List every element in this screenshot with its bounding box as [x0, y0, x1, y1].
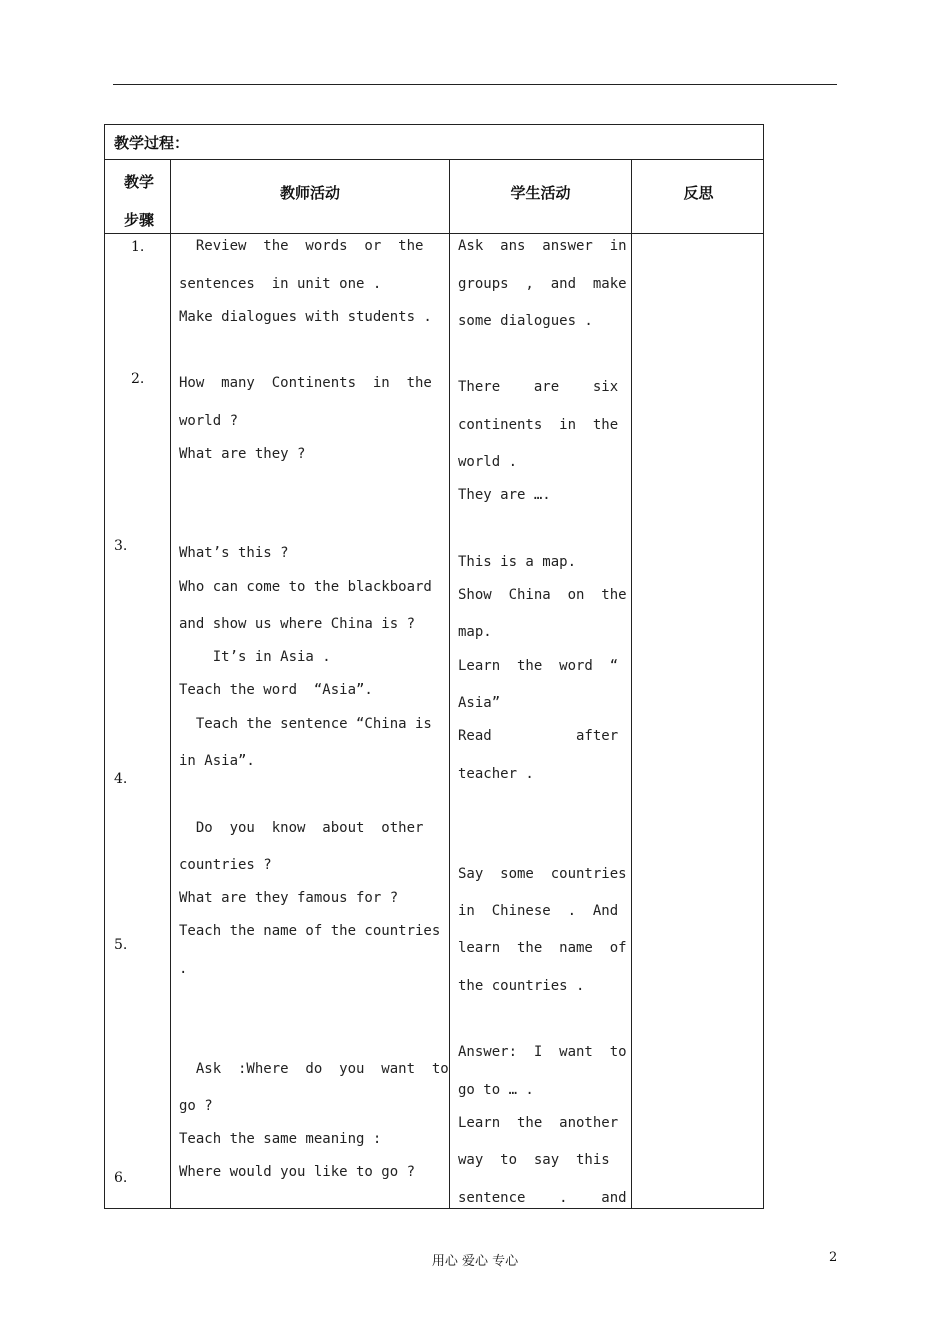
teacher-line: Where would you like to go ? [179, 1164, 416, 1180]
student-line: some dialogues . [458, 313, 593, 329]
header-step-line: 教学 [123, 173, 154, 191]
step-number: 6. [114, 1170, 128, 1186]
header-student-activity: 学生活动 [510, 184, 571, 202]
teacher-line: Teach the word “Asia”. [179, 682, 373, 698]
student-line: teacher . [458, 766, 534, 782]
student-line: There are six [458, 379, 619, 395]
teacher-line: Who can come to the blackboard [179, 579, 432, 595]
teacher-line: . [179, 961, 188, 977]
teacher-line: How many Continents in the [179, 375, 432, 391]
student-line: sentence . and [458, 1190, 627, 1206]
student-line: in Chinese . And [458, 903, 619, 919]
teacher-line: go ? [179, 1098, 213, 1114]
header-rule [113, 84, 837, 85]
teacher-line: Ask :Where do you want to [179, 1061, 449, 1077]
teacher-line: Teach the same meaning : [179, 1131, 382, 1147]
student-line: Show China on the [458, 587, 627, 603]
column-divider [170, 160, 171, 1208]
lesson-process-table [104, 124, 764, 1209]
student-line: groups , and make [458, 276, 627, 292]
student-line: way to say this [458, 1152, 610, 1168]
student-line: This is a map. [458, 554, 577, 570]
teacher-line: What are they famous for ? [179, 890, 399, 906]
teacher-line: What are they ? [179, 446, 306, 462]
step-number: 2. [131, 371, 145, 387]
header-reflection: 反思 [683, 184, 714, 202]
page-number: 2 [829, 1250, 838, 1265]
student-line: world . [458, 454, 518, 470]
teacher-line: Review the words or the [179, 238, 424, 254]
header-row-divider [105, 233, 763, 234]
student-line: the countries . [458, 978, 585, 994]
student-line: continents in the [458, 417, 619, 433]
teacher-line: Teach the sentence “China is [179, 716, 432, 732]
teacher-line: sentences in unit one . [179, 276, 382, 292]
student-line: Say some countries [458, 866, 627, 882]
page-footer: 用心 爱心 专心 [431, 1254, 519, 1269]
teacher-line: Do you know about other [179, 820, 424, 836]
student-line: map. [458, 624, 492, 640]
student-line: go to … . [458, 1082, 534, 1098]
teacher-line: and show us where China is ? [179, 616, 416, 632]
teacher-line: Teach the name of the countries [179, 923, 441, 939]
student-line: Learn the another [458, 1115, 619, 1131]
step-number: 4. [114, 771, 128, 787]
student-line: Ask ans answer in [458, 238, 627, 254]
header-step [115, 163, 163, 239]
section-title: 教学过程： [105, 125, 763, 160]
student-line: learn the name of [458, 940, 627, 956]
teacher-line: Make dialogues with students . [179, 309, 432, 325]
step-number: 1. [131, 239, 145, 255]
student-line: Answer: I want to [458, 1044, 627, 1060]
header-teacher-activity: 教师活动 [279, 184, 340, 202]
header-step-line: 步骤 [123, 211, 154, 229]
student-line: Learn the word “ [458, 658, 619, 674]
column-divider [449, 160, 450, 1208]
teacher-line: What’s this ? [179, 545, 289, 561]
student-line: They are …. [458, 487, 551, 503]
teacher-line: in Asia”. [179, 753, 255, 769]
column-divider [631, 160, 632, 1208]
student-line: Asia” [458, 695, 501, 711]
teacher-line: It’s in Asia . [179, 649, 331, 665]
teacher-line: world ? [179, 413, 239, 429]
step-number: 5. [114, 937, 128, 953]
step-number: 3. [114, 538, 128, 554]
student-line: Read after [458, 728, 619, 744]
teacher-line: countries ? [179, 857, 272, 873]
